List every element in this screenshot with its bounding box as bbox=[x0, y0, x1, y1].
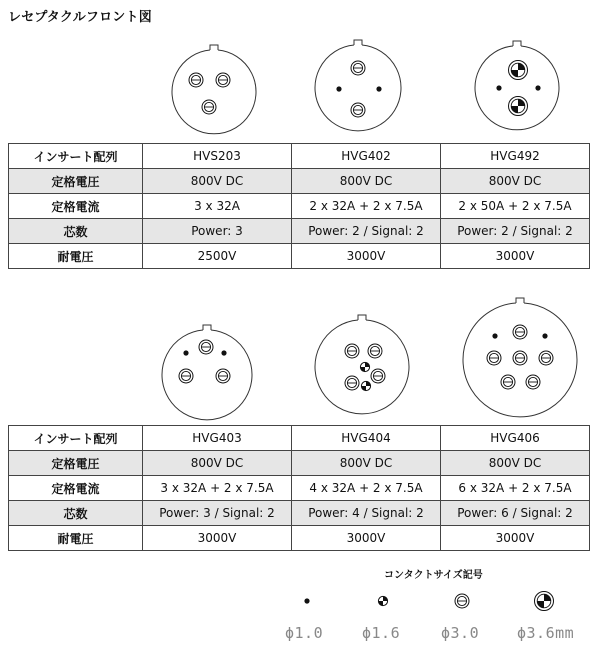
legend-label-1-0: ϕ1.0 bbox=[285, 624, 324, 642]
cell-cores: Power: 3 / Signal: 2 bbox=[143, 501, 292, 526]
row-head-current: 定格電流 bbox=[9, 194, 143, 219]
cell-cores: Power: 3 bbox=[143, 219, 292, 244]
pin-power bbox=[202, 100, 216, 114]
row-head-current: 定格電流 bbox=[9, 476, 143, 501]
cell-withstand: 3000V bbox=[441, 526, 590, 551]
table-row bbox=[9, 476, 590, 501]
legend-label-3-0: ϕ3.0 bbox=[441, 624, 480, 642]
legend-symbol-3-6 bbox=[535, 592, 554, 611]
pin-power bbox=[216, 369, 230, 383]
pin-signal bbox=[221, 350, 226, 355]
model-name: HVG403 bbox=[143, 426, 292, 451]
cell-voltage: 800V DC bbox=[292, 451, 441, 476]
connector-hvg403 bbox=[162, 325, 252, 420]
cell-cores: Power: 6 / Signal: 2 bbox=[441, 501, 590, 526]
page-title: レセプタクルフロント図 bbox=[8, 10, 152, 25]
pin-signal bbox=[183, 350, 188, 355]
spec-table-2 bbox=[8, 425, 590, 551]
cell-withstand: 3000V bbox=[441, 244, 590, 269]
table-row bbox=[9, 219, 590, 244]
row-head-insert: インサート配列 bbox=[9, 426, 143, 451]
cell-voltage: 800V DC bbox=[143, 451, 292, 476]
cell-cores: Power: 2 / Signal: 2 bbox=[292, 219, 441, 244]
cell-cores: Power: 2 / Signal: 2 bbox=[441, 219, 590, 244]
spec-table-1 bbox=[8, 143, 590, 269]
cell-current: 2 x 32A + 2 x 7.5A bbox=[292, 194, 441, 219]
connector-hvg404 bbox=[315, 315, 409, 414]
pin-power bbox=[509, 61, 528, 80]
cell-voltage: 800V DC bbox=[143, 169, 292, 194]
table-row bbox=[9, 501, 590, 526]
connector-hvg402 bbox=[315, 40, 401, 131]
pin-power bbox=[539, 351, 553, 365]
connector-hvg492 bbox=[475, 41, 559, 130]
table-row bbox=[9, 169, 590, 194]
row-head-voltage: 定格電圧 bbox=[9, 451, 143, 476]
pin-power bbox=[351, 61, 365, 75]
pin-power bbox=[501, 375, 515, 389]
pin-power bbox=[179, 369, 193, 383]
model-name: HVG492 bbox=[441, 144, 590, 169]
cell-current: 2 x 50A + 2 x 7.5A bbox=[441, 194, 590, 219]
row-head-withstand: 耐電圧 bbox=[9, 244, 143, 269]
pin-signal bbox=[360, 362, 369, 371]
model-name: HVG406 bbox=[441, 426, 590, 451]
pin-signal bbox=[496, 85, 501, 90]
connector-hvg406 bbox=[463, 298, 577, 417]
cell-withstand: 3000V bbox=[292, 526, 441, 551]
table-row bbox=[9, 451, 590, 476]
cell-withstand: 2500V bbox=[143, 244, 292, 269]
pin-signal bbox=[535, 85, 540, 90]
legend-label-3-6: ϕ3.6mm bbox=[517, 624, 575, 642]
cell-cores: Power: 4 / Signal: 2 bbox=[292, 501, 441, 526]
table-row bbox=[9, 144, 590, 169]
pin-power bbox=[509, 97, 528, 116]
legend-symbol-1-0 bbox=[304, 598, 309, 603]
pin-power bbox=[526, 375, 540, 389]
pin-signal bbox=[361, 381, 370, 390]
legend-title: コンタクトサイズ記号 bbox=[384, 570, 483, 581]
table-row bbox=[9, 526, 590, 551]
cell-current: 3 x 32A bbox=[143, 194, 292, 219]
pin-signal bbox=[492, 333, 497, 338]
pin-power bbox=[216, 73, 230, 87]
model-name: HVS203 bbox=[143, 144, 292, 169]
row-head-withstand: 耐電圧 bbox=[9, 526, 143, 551]
cell-withstand: 3000V bbox=[292, 244, 441, 269]
pin-signal bbox=[542, 333, 547, 338]
pin-power bbox=[371, 369, 385, 383]
row-head-cores: 芯数 bbox=[9, 219, 143, 244]
model-name: HVG402 bbox=[292, 144, 441, 169]
pin-power bbox=[487, 351, 501, 365]
model-name: HVG404 bbox=[292, 426, 441, 451]
pin-power bbox=[351, 103, 365, 117]
row-head-voltage: 定格電圧 bbox=[9, 169, 143, 194]
pin-power bbox=[345, 376, 359, 390]
pin-power bbox=[513, 351, 527, 365]
table-row bbox=[9, 244, 590, 269]
legend-symbol-1-6 bbox=[378, 596, 387, 605]
pin-power bbox=[368, 344, 382, 358]
legend-symbol-3-0 bbox=[455, 594, 469, 608]
table-row bbox=[9, 426, 590, 451]
row-head-cores: 芯数 bbox=[9, 501, 143, 526]
cell-voltage: 800V DC bbox=[441, 169, 590, 194]
cell-voltage: 800V DC bbox=[441, 451, 590, 476]
pin-power bbox=[189, 73, 203, 87]
table-row bbox=[9, 194, 590, 219]
cell-voltage: 800V DC bbox=[292, 169, 441, 194]
pin-power bbox=[199, 340, 213, 354]
pin-signal bbox=[376, 86, 381, 91]
cell-current: 3 x 32A + 2 x 7.5A bbox=[143, 476, 292, 501]
cell-withstand: 3000V bbox=[143, 526, 292, 551]
cell-current: 4 x 32A + 2 x 7.5A bbox=[292, 476, 441, 501]
pin-power bbox=[345, 344, 359, 358]
legend-label-1-6: ϕ1.6 bbox=[362, 624, 401, 642]
pin-signal bbox=[336, 86, 341, 91]
connector-hvs203 bbox=[172, 45, 256, 134]
cell-current: 6 x 32A + 2 x 7.5A bbox=[441, 476, 590, 501]
row-head-insert: インサート配列 bbox=[9, 144, 143, 169]
pin-power bbox=[513, 325, 527, 339]
